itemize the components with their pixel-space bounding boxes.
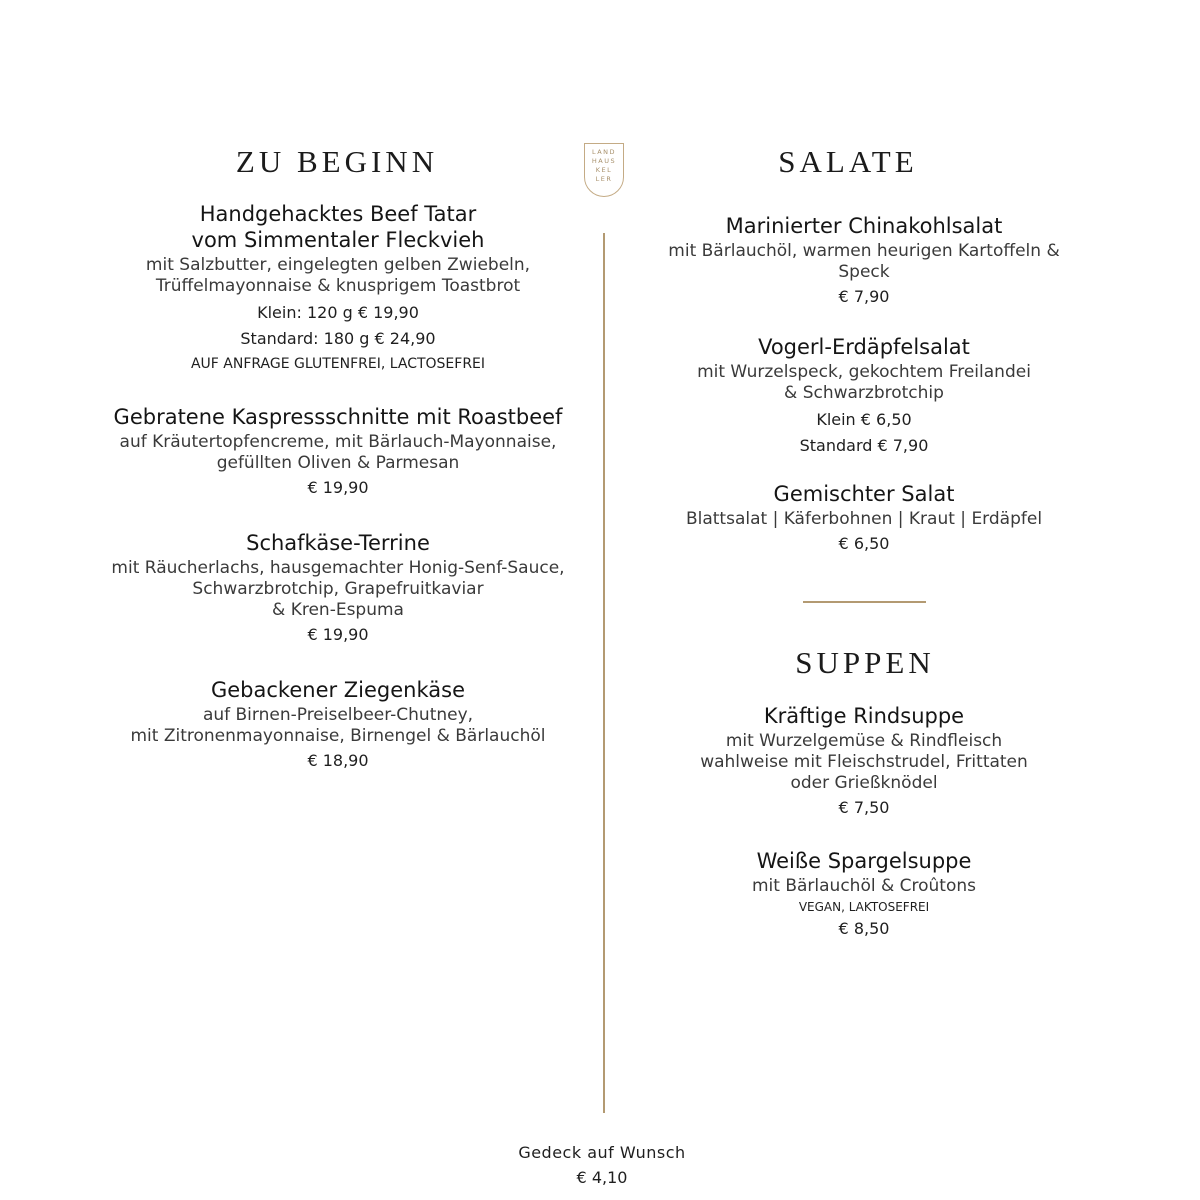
- item-description-line: auf Birnen-Preiselbeer-Chutney,: [202, 705, 474, 725]
- menu-item-vogerl-erdaepfelsalat: [634, 334, 1094, 456]
- item-name: Gebratene Kaspressschnitte mit Roastbeef: [113, 405, 563, 429]
- item-description: [634, 731, 1094, 794]
- menu-item-beef-tatar: [68, 201, 608, 373]
- item-name: Kräftige Rindsuppe: [763, 704, 965, 728]
- landhauskeller-logo: [584, 143, 624, 197]
- section-title-zu-beginn: ZU BEGINN: [235, 144, 439, 179]
- item-description: [634, 876, 1094, 897]
- item-description: [634, 509, 1094, 530]
- item-description-line: Blattsalat | Käferbohnen | Kraut | Erdäpfel: [685, 509, 1043, 529]
- item-dietary-note: AUF ANFRAGE GLUTENFREI, LACTOSEFREI: [190, 356, 486, 372]
- item-description: [68, 705, 608, 747]
- item-description-line: mit Räucherlachs, hausgemachter Honig-Senf-Sauce,: [111, 558, 565, 578]
- cover-charge-price: € 4,10: [576, 1168, 628, 1187]
- logo-line: KEL: [595, 166, 613, 174]
- item-price: € 7,90: [838, 287, 890, 306]
- section-title-salate: SALATE: [778, 144, 918, 179]
- item-price: € 19,90: [307, 478, 369, 497]
- cover-charge-label: Gedeck auf Wunsch: [518, 1143, 686, 1162]
- item-price: € 8,50: [838, 919, 890, 938]
- horizontal-divider: [803, 601, 926, 603]
- cover-charge: [452, 1143, 752, 1188]
- item-description-line: auf Kräutertopfencreme, mit Bärlauch-Mayonnaise,: [119, 432, 557, 452]
- item-description: [68, 558, 608, 621]
- item-description-line: Schwarzbrotchip, Grapefruitkaviar: [192, 579, 484, 599]
- item-description-line: mit Wurzelgemüse & Rindfleisch: [725, 731, 1003, 751]
- item-description-line: & Kren-Espuma: [272, 600, 404, 620]
- logo-line: LER: [595, 175, 613, 183]
- item-variant-price: Klein € 6,50: [816, 410, 912, 429]
- item-name: Gemischter Salat: [773, 482, 955, 506]
- menu-item-rindsuppe: [634, 703, 1094, 818]
- item-description: [68, 432, 608, 474]
- item-dietary-note: VEGAN, LAKTOSEFREI: [798, 900, 930, 914]
- item-description-line: gefüllten Oliven & Parmesan: [216, 453, 460, 473]
- menu-item-kaspressschnitte: [68, 404, 608, 498]
- menu-item-spargelsuppe: [634, 848, 1094, 939]
- menu-item-gemischter-salat: [634, 481, 1094, 554]
- item-description-line: mit Zitronenmayonnaise, Birnengel & Bärlauchöl: [130, 726, 546, 746]
- item-price: € 7,50: [838, 798, 890, 817]
- item-price: € 19,90: [307, 625, 369, 644]
- item-description-line: mit Wurzelspeck, gekochtem Freilandei: [697, 362, 1031, 382]
- item-description-line: mit Salzbutter, eingelegten gelben Zwiebeln,: [145, 255, 531, 275]
- item-price: € 6,50: [838, 534, 890, 553]
- item-name: Handgehacktes Beef Tatar: [199, 202, 477, 226]
- item-description-line: oder Grießknödel: [790, 773, 938, 793]
- section-title-suppen: SUPPEN: [795, 645, 935, 680]
- menu-item-chinakohlsalat: [634, 213, 1094, 307]
- menu-item-ziegenkaese: [68, 677, 608, 771]
- item-description: [634, 241, 1094, 283]
- item-name: Schafkäse-Terrine: [246, 531, 430, 555]
- item-description-line: wahlweise mit Fleischstrudel, Frittaten: [700, 752, 1028, 772]
- item-name: Gebackener Ziegenkäse: [210, 678, 466, 702]
- item-name: vom Simmentaler Fleckvieh: [191, 228, 485, 252]
- item-description-line: Speck: [838, 262, 890, 282]
- item-description-line: mit Bärlauchöl, warmen heurigen Kartoffeln &: [668, 241, 1060, 261]
- logo-line: HAUS: [591, 157, 617, 165]
- item-name: Weiße Spargelsuppe: [756, 849, 972, 873]
- item-price: € 18,90: [307, 751, 369, 770]
- item-variant-price: Standard: 180 g € 24,90: [240, 329, 436, 348]
- item-description-line: Trüffelmayonnaise & knusprigem Toastbrot: [155, 276, 521, 296]
- logo-line: LAND: [591, 148, 617, 156]
- item-description-line: mit Bärlauchöl & Croûtons: [751, 876, 976, 896]
- menu-item-schafkaese-terrine: [68, 530, 608, 645]
- item-variant-price: Klein: 120 g € 19,90: [257, 303, 419, 322]
- item-name: Marinierter Chinakohlsalat: [725, 214, 1003, 238]
- item-variant-price: Standard € 7,90: [799, 436, 929, 455]
- item-name: Vogerl-Erdäpfelsalat: [758, 335, 970, 359]
- item-description-line: & Schwarzbrotchip: [784, 383, 944, 403]
- item-description: [68, 255, 608, 297]
- item-description: [634, 362, 1094, 404]
